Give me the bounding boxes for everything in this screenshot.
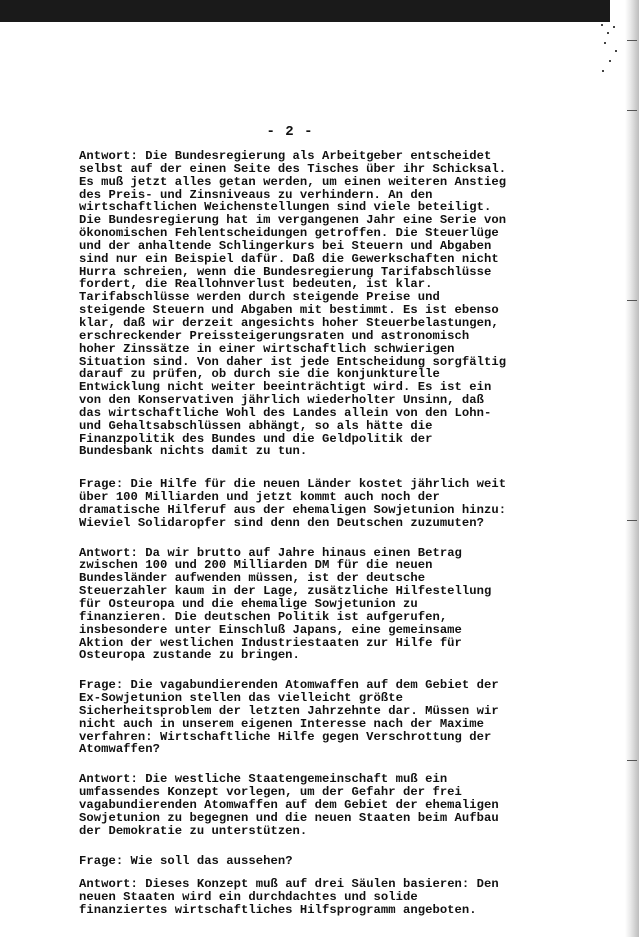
- question-label: Frage:: [79, 853, 124, 868]
- answer-label: Antwort:: [79, 772, 138, 787]
- paragraph-text: Die vagabundierenden Atomwaffen auf dem Gebiet der Ex-Sowjetunion stellen das vielleicht größte Sicherheitsproblem der letzten Jahrzehnte dar. Müssen wir nicht auch in unserem eigenen Interesse nach der Maxime verfahren: Wirtschaftliche Hilfe gegen Verschrottung der Atomwaffen?: [79, 678, 499, 757]
- question-paragraph: [79, 679, 509, 756]
- interview-text: [79, 150, 509, 934]
- paragraph-text: Da wir brutto auf Jahre hinaus einen Betrag zwischen 100 und 200 Milliarden DM für die neuen Bundesländer aufwenden müssen, ist der deutsche Steuerzahler kaum in der Lage, zusätzliche Hilfestellung für Osteuropa und die ehemalige Sowjetunion zu finanzieren. Die deutschen Politik ist aufgerufen, insbesondere unter Einschluß Japans, eine gemeinsame Aktion der westlichen Industriestaaten zur Hilfe für Osteuropa zustande zu bringen.: [79, 545, 492, 663]
- answer-paragraph: [79, 547, 509, 663]
- answer-label: Antwort:: [79, 877, 138, 892]
- page-number: - 2 -: [266, 124, 314, 140]
- answer-label: Antwort:: [79, 545, 138, 560]
- question-label: Frage:: [79, 477, 124, 492]
- scan-speck: [627, 300, 637, 301]
- answer-paragraph: [79, 773, 509, 837]
- paragraph-text: Die westliche Staatengemeinschaft muß ein umfassendes Konzept vorlegen, um der Gefahr der frei vagabundierenden Atomwaffen auf dem Gebiet der ehemaligen Sowjetunion zu begegnen und die neuen Staaten beim Aufbau der Demokratie zu unterstützen.: [79, 772, 499, 838]
- question-paragraph: [79, 855, 509, 868]
- paragraph-text: Dieses Konzept muß auf drei Säulen basieren: Den neuen Staaten wird ein durchdachtes und solide finanziertes wirtschaftliches Hilfsprogramm angeboten.: [79, 877, 499, 918]
- scan-speck: [627, 110, 637, 111]
- scan-speck: [627, 760, 637, 761]
- scan-noise: [599, 20, 621, 80]
- answer-paragraph: [79, 150, 509, 458]
- question-paragraph: [79, 478, 509, 529]
- scan-speck: [627, 40, 637, 41]
- paragraph-text: Wie soll das aussehen?: [123, 853, 293, 868]
- scan-speck: [627, 520, 637, 521]
- scan-top-border: [0, 0, 610, 22]
- paragraph-text: Die Hilfe für die neuen Länder kostet jährlich weit über 100 Milliarden und jetzt kommt auch noch der dramatische Hilferuf aus der ehemaligen Sowjetunion hinzu: Wieviel Solidaropfer sind denn den Deutschen zuzumuten?: [79, 477, 507, 530]
- scan-right-edge: [625, 0, 639, 937]
- paragraph-text: Die Bundesregierung als Arbeitgeber entscheidet selbst auf der einen Seite des Tisches über ihr Schicksal. Es muß jetzt alles getan werden, um einen weiteren Anstieg des Preis- und Zinsniveaus zu verhindern. An den wirtschaftlichen Weichenstellungen sind viele beteiligt. Die Bundesregierung hat im vergangenen Jahr eine Serie von ökonomischen Fehlentscheidungen getroffen. Die Steuerlüge und der anhaltende Schlingerkurs bei Steuern und Abgaben sind nur ein Beispiel dafür. Daß die Gewerkschaften nicht Hurra schreien, wenn die Bundesregierung Tarifabschlüsse fordert, die Reallohnverlust bedeuten, ist klar. Tarifabschlüsse werden durch steigende Preise und steigende Steuern und Abgaben mit bestimmt. Es ist ebenso klar, daß wir derzeit angesichts hoher Steuerbelastungen, erschreckender Preissteigerungsraten und astronomisch hoher Zinssätze in einer wirtschaftlich schwierigen Situation sind. Von daher ist jede Entscheidung sorgfältig darauf zu prüfen, ob durch sie die konjunkturelle Entwicklung nicht weiter beeinträchtigt wird. Es ist ein von den Konservativen jährlich wiederholter Unsinn, daß das wirtschaftliche Wohl des Landes allein von den Lohn- und Gehaltsabschlüssen abhängt, so als hätte die Finanzpolitik des Bundes und die Geldpolitik der Bundesbank nichts damit zu tun.: [79, 149, 507, 459]
- answer-label: Antwort:: [79, 149, 138, 163]
- question-label: Frage:: [79, 678, 124, 693]
- answer-paragraph: [79, 878, 509, 917]
